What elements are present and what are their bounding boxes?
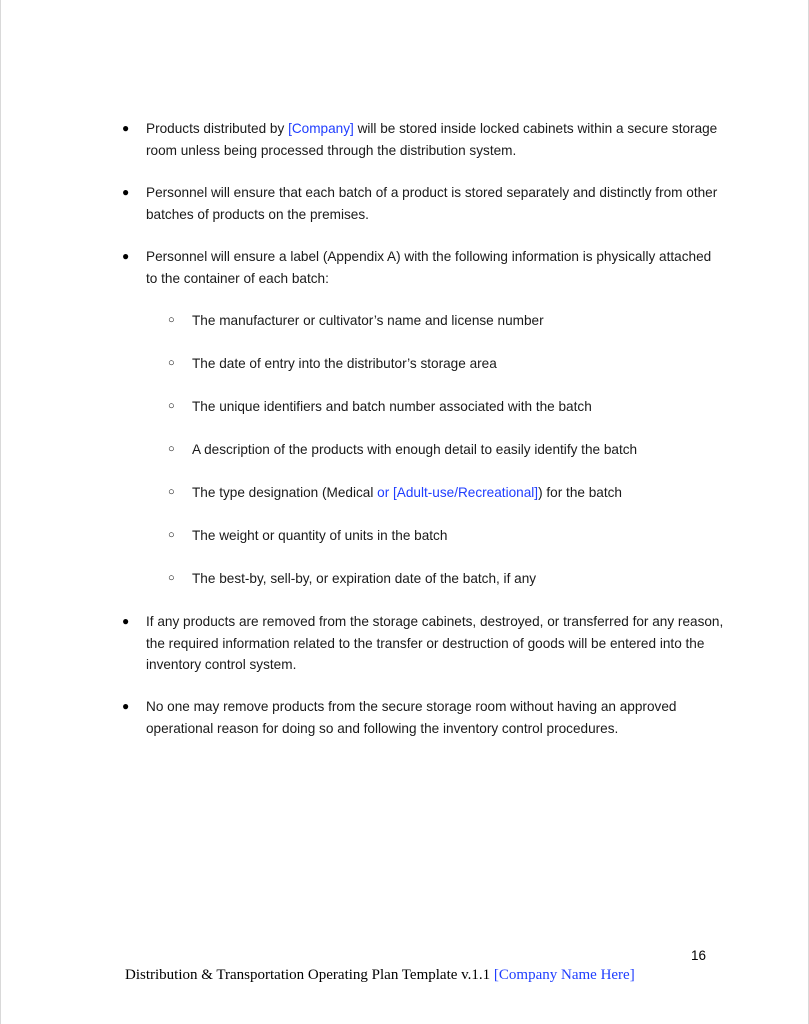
bullet-marker: ● <box>122 185 130 199</box>
sub-bullet-item <box>168 439 752 461</box>
adult-use-placeholder: or [Adult-use/Recreational] <box>377 485 539 500</box>
bullet-marker: ● <box>122 121 130 135</box>
footer-title: Distribution & Transportation Operating Plan Template v.1.1 <box>125 967 494 983</box>
sub-bullet-marker: ○ <box>168 357 175 369</box>
bullet-item-secure-room <box>122 696 726 739</box>
sub-bullet-marker: ○ <box>168 486 175 498</box>
bullet-item-label <box>122 246 726 289</box>
bullet-item-storage <box>122 118 726 161</box>
bullet-item-batch-separation <box>122 182 726 225</box>
bullet-marker: ● <box>122 249 130 263</box>
bullet-marker: ● <box>122 614 130 628</box>
sub-bullet-text-part: ) for the batch <box>538 485 622 500</box>
page-number: 16 <box>691 948 707 963</box>
bullet-text: Personnel will ensure that each batch of a product is stored separately and distinctly from other batches of products on the premises. <box>146 185 718 222</box>
bullet-text: If any products are removed from the storage cabinets, destroyed, or transferred for any reason, the required information related to the transfer or destruction of goods will be entered into the inventory control system. <box>146 614 724 672</box>
bullet-text: No one may remove products from the secure storage room without having an approved operational reason for doing so and following the inventory control procedures. <box>146 699 677 736</box>
sub-bullet-item <box>168 482 752 504</box>
bullet-text-part: Products distributed by <box>146 121 289 136</box>
bullet-text-part: will be stored inside locked cabinets within a secure storage room unless being processed through the distribution system. <box>146 121 718 158</box>
bullet-text: Personnel will ensure a label (Appendix A) with the following information is physically attached to the container of each batch: <box>146 249 712 286</box>
sub-bullet-marker: ○ <box>168 400 175 412</box>
sub-bullet-text-part: The type designation (Medical <box>192 485 378 500</box>
sub-bullet-text: The date of entry into the distributor’s storage area <box>192 356 497 371</box>
sub-bullet-text: A description of the products with enough detail to easily identify the batch <box>192 442 638 457</box>
footer-company-placeholder: [Company Name Here] <box>493 967 635 983</box>
company-placeholder: [Company] <box>288 121 354 136</box>
sub-bullet-item <box>168 353 752 375</box>
bullet-marker: ● <box>122 699 130 713</box>
sub-bullet-marker: ○ <box>168 529 175 541</box>
sub-bullet-text: The unique identifiers and batch number associated with the batch <box>192 399 592 414</box>
sub-bullet-text: The weight or quantity of units in the batch <box>192 528 448 543</box>
bullet-item-removal <box>122 611 726 676</box>
sub-bullet-item <box>168 396 752 418</box>
sub-bullet-item <box>168 525 752 547</box>
sub-bullet-item <box>168 310 752 332</box>
sub-bullet-text: The manufacturer or cultivator’s name and license number <box>192 313 544 328</box>
sub-bullet-marker: ○ <box>168 314 175 326</box>
sub-bullet-marker: ○ <box>168 572 175 584</box>
sub-bullet-marker: ○ <box>168 443 175 455</box>
sub-bullet-text: The best-by, sell-by, or expiration date of the batch, if any <box>192 571 537 586</box>
sub-bullet-item <box>168 568 752 590</box>
page-footer <box>125 967 635 984</box>
